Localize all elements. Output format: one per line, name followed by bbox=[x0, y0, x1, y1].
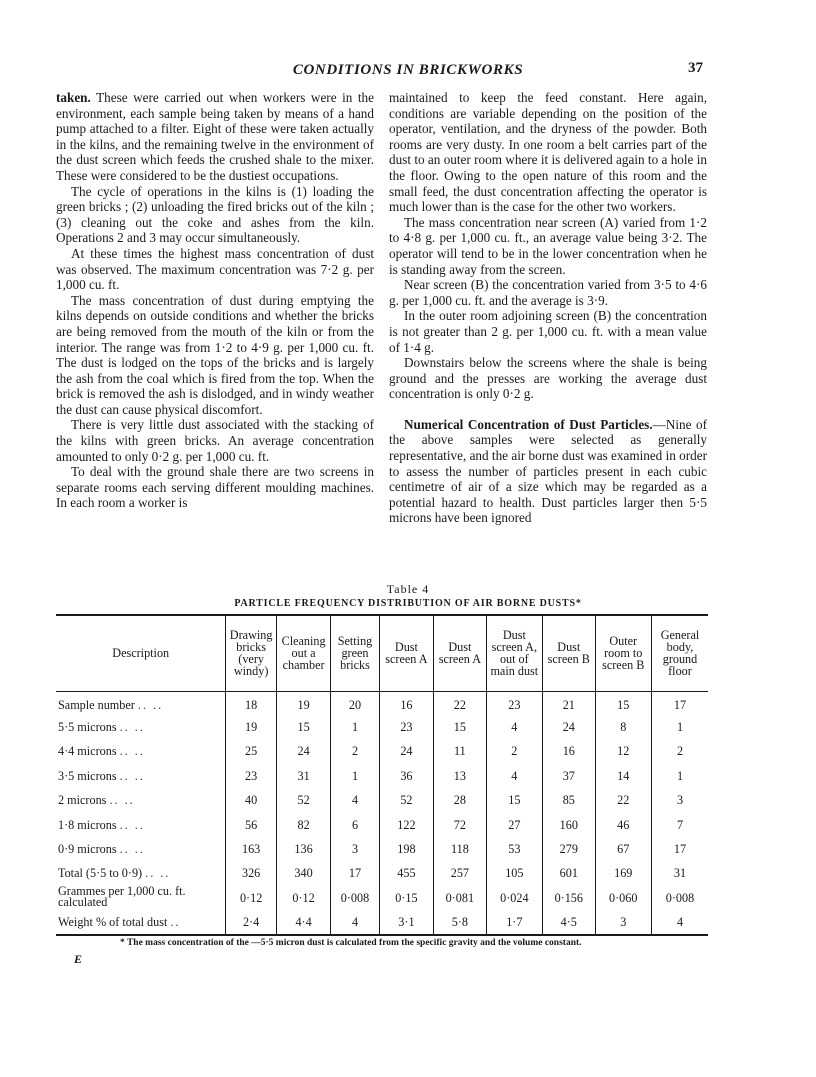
table-cell: 340 bbox=[276, 862, 330, 886]
column-header: Setting green bricks bbox=[331, 615, 379, 691]
leader-dots: .. .. bbox=[119, 768, 145, 783]
table-cell: 0·024 bbox=[486, 886, 542, 910]
column-header: Dust screen B bbox=[543, 615, 595, 691]
table-cell: 136 bbox=[276, 837, 330, 861]
paragraph: The mass concentration of dust during emptying the kilns depends on outside conditions and whether the bricks are being removed from the mouth of the kiln or from the interior. The range was from 1·2 to 4·9 g. per 1,000 cu. ft. The dust is lodged on the tops of the bricks and is largely the ash from the coal which is fired from the top. When the brick is removed the ash is dislodged, and in windy weather the dust can cause physical discomfort. bbox=[56, 292, 374, 417]
table-cell: 8 bbox=[595, 715, 651, 739]
table-row bbox=[56, 715, 708, 739]
paragraph-text: These were carried out when workers were in the environment, each sample being taken by means of a hand pump attached to a filter. Eight of these were taken actually in the kilns, and the remaining twelve in the environment of the dust screen which feeds the crushed shale to the mixer. These were considered to be the dustiest occupations. bbox=[56, 90, 374, 183]
paragraph: Downstairs below the screens where the shale is being ground and the presses are working the average dust concentration is only 0·2 g. bbox=[389, 355, 707, 402]
column-header: Description bbox=[56, 615, 226, 691]
table-cell: 163 bbox=[226, 837, 276, 861]
column-header: Dust screen A bbox=[379, 615, 433, 691]
paragraph bbox=[389, 417, 707, 526]
column-header: General body, ground floor bbox=[651, 615, 708, 691]
row-label bbox=[56, 691, 226, 715]
leader-dots: .. .. bbox=[119, 842, 145, 857]
table-cell: 22 bbox=[595, 789, 651, 813]
column-header: Dust screen A, out of main dust bbox=[486, 615, 542, 691]
table-cell: 279 bbox=[543, 837, 595, 861]
table-row bbox=[56, 789, 708, 813]
row-label bbox=[56, 862, 226, 886]
table-row bbox=[56, 911, 708, 935]
section-heading: Numerical Concentration of Dust Particles. bbox=[404, 416, 653, 432]
table-cell: 7 bbox=[651, 813, 708, 837]
run-in-word: taken. bbox=[56, 90, 91, 105]
table-cell: 67 bbox=[595, 837, 651, 861]
table-cell: 0·12 bbox=[226, 886, 276, 910]
row-label-text: 3·5 microns bbox=[58, 768, 117, 783]
table-cell: 72 bbox=[434, 813, 486, 837]
table-footnote: * The mass concentration of the —5·5 micron dust is calculated from the specific gravity and the volume constant. bbox=[120, 938, 582, 948]
table-cell: 27 bbox=[486, 813, 542, 837]
table-row bbox=[56, 764, 708, 788]
paragraph bbox=[56, 90, 374, 184]
table-cell: 15 bbox=[434, 715, 486, 739]
table-cell: 0·008 bbox=[651, 886, 708, 910]
table-cell: 4 bbox=[331, 789, 379, 813]
leader-dots: .. bbox=[170, 914, 181, 929]
table-cell: 25 bbox=[226, 740, 276, 764]
table-cell: 4 bbox=[486, 764, 542, 788]
paragraph-text: —Nine of the above samples were selected as generally representative, and the air borne dust was examined in order to assess the number of particles present in each cubic centimetre of air of a size which may be regarded as a potential hazard to health. Dust particles larger then 5·5 microns have been ignored bbox=[389, 416, 707, 526]
table-cell: 52 bbox=[379, 789, 433, 813]
paragraph: At these times the highest mass concentration of dust was observed. The maximum concentration was 7·2 g. per 1,000 cu. ft. bbox=[56, 245, 374, 293]
table-cell: 1 bbox=[331, 715, 379, 739]
table-cell: 56 bbox=[226, 813, 276, 837]
table-cell: 17 bbox=[651, 837, 708, 861]
table-cell: 52 bbox=[276, 789, 330, 813]
row-label bbox=[56, 911, 226, 935]
row-label-text: Weight % of total dust bbox=[58, 914, 168, 929]
row-label-text: Grammes per 1,000 cu. ft. calculated bbox=[58, 884, 186, 910]
paragraph: To deal with the ground shale there are two screens in separate rooms each serving different moulding machines. In each room a worker is bbox=[56, 464, 374, 511]
row-label-text: Total (5·5 to 0·9) bbox=[58, 866, 143, 881]
table-cell: 11 bbox=[434, 740, 486, 764]
table-cell: 82 bbox=[276, 813, 330, 837]
table-cell: 31 bbox=[651, 862, 708, 886]
leader-dots: .. .. bbox=[119, 720, 145, 735]
table-cell: 4 bbox=[651, 911, 708, 935]
table-row bbox=[56, 691, 708, 715]
table-cell: 46 bbox=[595, 813, 651, 837]
table-cell: 16 bbox=[379, 691, 433, 715]
table-cell: 14 bbox=[595, 764, 651, 788]
table-cell: 19 bbox=[226, 715, 276, 739]
row-label bbox=[56, 886, 226, 910]
table-cell: 36 bbox=[379, 764, 433, 788]
right-column bbox=[389, 90, 707, 526]
table-row bbox=[56, 862, 708, 886]
table-cell: 0·15 bbox=[379, 886, 433, 910]
row-label bbox=[56, 837, 226, 861]
table-cell: 23 bbox=[379, 715, 433, 739]
table-cell: 20 bbox=[331, 691, 379, 715]
table-cell: 0·008 bbox=[331, 886, 379, 910]
table-cell: 122 bbox=[379, 813, 433, 837]
table-cell: 6 bbox=[331, 813, 379, 837]
table-cell: 15 bbox=[276, 715, 330, 739]
table-header-row bbox=[56, 615, 708, 691]
row-label bbox=[56, 764, 226, 788]
table-cell: 21 bbox=[543, 691, 595, 715]
table-cell: 13 bbox=[434, 764, 486, 788]
table-cell: 24 bbox=[543, 715, 595, 739]
table-cell: 17 bbox=[331, 862, 379, 886]
table-cell: 3 bbox=[595, 911, 651, 935]
table-cell: 24 bbox=[379, 740, 433, 764]
paragraph: The cycle of operations in the kilns is (1) loading the green bricks ; (2) unloading the fired bricks out of the kiln ; (3) cleaning out the coke and ashes from the kiln. Operations 2 and 3 may occur simultaneously. bbox=[56, 183, 374, 246]
table-cell: 3 bbox=[651, 789, 708, 813]
table-cell: 4·4 bbox=[276, 911, 330, 935]
table-caption: Table 4 bbox=[386, 582, 430, 596]
table-cell: 3 bbox=[331, 837, 379, 861]
table-cell: 118 bbox=[434, 837, 486, 861]
table-cell: 18 bbox=[226, 691, 276, 715]
paragraph: The mass concentration near screen (A) varied from 1·2 to 4·8 g. per 1,000 cu. ft., an average value being 3·2. The operator will tend to be in the lower concentration when he is standing away from the screen. bbox=[389, 214, 707, 277]
table-cell: 257 bbox=[434, 862, 486, 886]
particle-table bbox=[56, 614, 708, 936]
paragraph: There is very little dust associated with the stacking of the kilns with green bricks. An average concentration amounted to only 0·2 g. per 1,000 cu. ft. bbox=[56, 417, 374, 464]
table-cell: 19 bbox=[276, 691, 330, 715]
table-cell: 16 bbox=[543, 740, 595, 764]
table-row bbox=[56, 740, 708, 764]
table-cell: 4 bbox=[331, 911, 379, 935]
row-label bbox=[56, 740, 226, 764]
table-row bbox=[56, 837, 708, 861]
table-cell: 0·081 bbox=[434, 886, 486, 910]
paragraph: In the outer room adjoining screen (B) the concentration is not greater than 2 g. per 1,000 cu. ft. with a mean value of 1·4 g. bbox=[389, 308, 707, 355]
table-cell: 22 bbox=[434, 691, 486, 715]
table-cell: 601 bbox=[543, 862, 595, 886]
table-subtitle: PARTICLE FREQUENCY DISTRIBUTION OF AIR BORNE DUSTS* bbox=[234, 598, 582, 609]
row-label bbox=[56, 789, 226, 813]
leader-dots: .. .. bbox=[145, 866, 171, 881]
leader-dots: .. .. bbox=[137, 697, 164, 712]
table-cell: 3·1 bbox=[379, 911, 433, 935]
table-cell: 24 bbox=[276, 740, 330, 764]
row-label bbox=[56, 813, 226, 837]
table-cell: 326 bbox=[226, 862, 276, 886]
table-cell: 169 bbox=[595, 862, 651, 886]
table-cell: 37 bbox=[543, 764, 595, 788]
table-cell: 0·12 bbox=[276, 886, 330, 910]
row-label-text: 2 microns bbox=[58, 793, 107, 808]
table-cell: 2 bbox=[331, 740, 379, 764]
paragraph: maintained to keep the feed constant. Here again, conditions are variable depending on the position of the operator, ventilation, and the dryness of the powder. Both rooms are very dusty. In one room a belt carries part of the dust to an outer room where it is delivered again to a hole in the floor. Owing to the open nature of this room and the small feed, the dust concentration affecting the operator is much lower than is the case for the other two workers. bbox=[389, 90, 707, 215]
table-cell: 1 bbox=[651, 764, 708, 788]
table-cell: 105 bbox=[486, 862, 542, 886]
left-column bbox=[56, 90, 374, 511]
table-cell: 53 bbox=[486, 837, 542, 861]
row-label-text: 5·5 microns bbox=[58, 720, 117, 735]
table-cell: 31 bbox=[276, 764, 330, 788]
table-cell: 23 bbox=[226, 764, 276, 788]
table-cell: 2 bbox=[651, 740, 708, 764]
column-header: Outer room to screen B bbox=[595, 615, 651, 691]
table-cell: 0·060 bbox=[595, 886, 651, 910]
paragraph: Near screen (B) the concentration varied from 3·5 to 4·6 g. per 1,000 cu. ft. and the average is 3·9. bbox=[389, 277, 707, 308]
column-header: Cleaning out a chamber bbox=[276, 615, 330, 691]
table-cell: 2·4 bbox=[226, 911, 276, 935]
table-cell: 1 bbox=[331, 764, 379, 788]
table-cell: 15 bbox=[486, 789, 542, 813]
row-label-text: 4·4 microns bbox=[58, 744, 117, 759]
leader-dots: .. .. bbox=[119, 744, 145, 759]
table-cell: 85 bbox=[543, 789, 595, 813]
table-cell: 4·5 bbox=[543, 911, 595, 935]
table-cell: 4 bbox=[486, 715, 542, 739]
table-cell: 160 bbox=[543, 813, 595, 837]
table-cell: 0·156 bbox=[543, 886, 595, 910]
table-cell: 23 bbox=[486, 691, 542, 715]
row-label-text: Sample number bbox=[58, 697, 135, 712]
signature-mark: E bbox=[74, 952, 83, 966]
table-cell: 1·7 bbox=[486, 911, 542, 935]
page-number: 37 bbox=[688, 60, 703, 76]
table-cell: 40 bbox=[226, 789, 276, 813]
row-label-text: 0·9 microns bbox=[58, 842, 117, 857]
table-cell: 1 bbox=[651, 715, 708, 739]
table-cell: 2 bbox=[486, 740, 542, 764]
table-cell: 198 bbox=[379, 837, 433, 861]
table-cell: 12 bbox=[595, 740, 651, 764]
row-label-text: 1·8 microns bbox=[58, 817, 117, 832]
leader-dots: .. .. bbox=[119, 817, 145, 832]
table-cell: 17 bbox=[651, 691, 708, 715]
row-label bbox=[56, 715, 226, 739]
table-cell: 28 bbox=[434, 789, 486, 813]
table-cell: 455 bbox=[379, 862, 433, 886]
column-header: Dust screen A bbox=[434, 615, 486, 691]
leader-dots: .. .. bbox=[109, 793, 135, 808]
table-row bbox=[56, 813, 708, 837]
column-header: Drawing bricks (very windy) bbox=[226, 615, 276, 691]
table-cell: 15 bbox=[595, 691, 651, 715]
table-row bbox=[56, 886, 708, 910]
running-head: CONDITIONS IN BRICKWORKS bbox=[292, 62, 524, 78]
table-cell: 5·8 bbox=[434, 911, 486, 935]
